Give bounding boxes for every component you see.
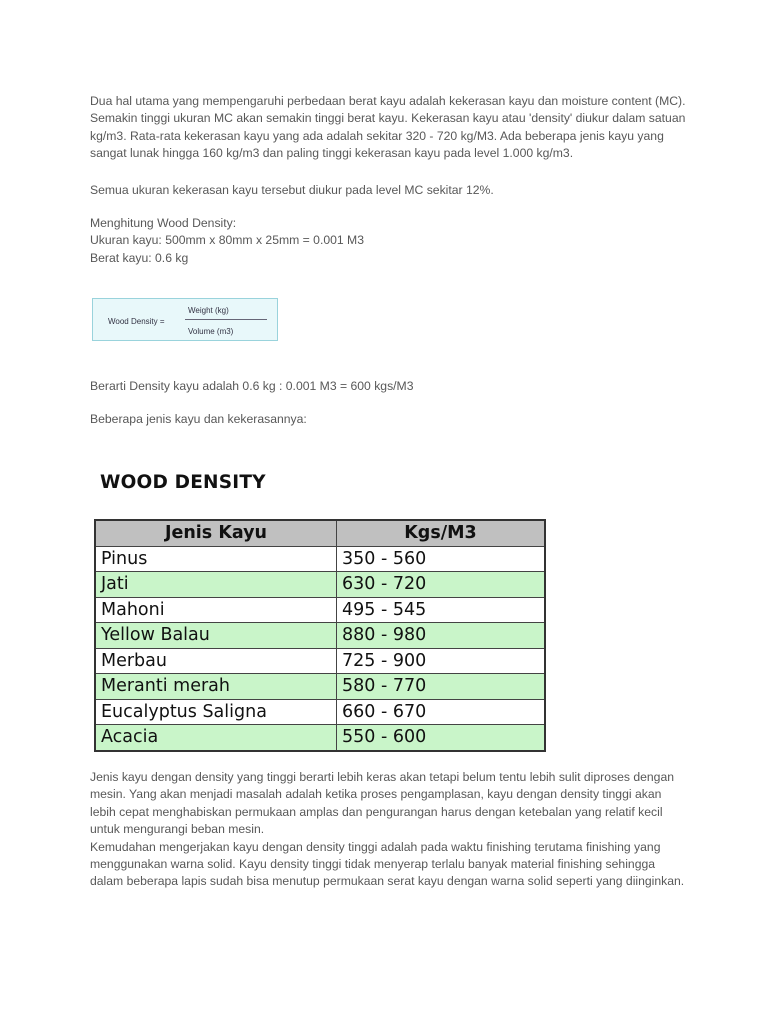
table-title: WOOD DENSITY: [100, 472, 266, 493]
closing-paragraph-1: Jenis kayu dengan density yang tinggi berarti lebih keras akan tetapi belum tentu lebih sulit diproses dengan mesin. Yang akan menjadi masalah adalah ketika proses pengamplasan, kayu dengan density tinggi akan lebih cepat menghabiskan permukaan amplas dan pengurangan harus dengan ketebalan yang relatif kecil untuk mengurangi beban mesin.: [90, 770, 675, 837]
formula-numerator: Weight (kg): [188, 306, 229, 315]
calc-heading: Menghitung Wood Density:: [90, 216, 237, 231]
header-jenis-kayu: Jenis Kayu: [95, 520, 337, 546]
list-intro: Beberapa jenis kayu dan kekerasannya:: [90, 412, 307, 426]
wood-name: Jati: [95, 572, 337, 598]
wood-name: Pinus: [95, 546, 337, 572]
formula-denominator: Volume (m3): [188, 327, 234, 336]
wood-name: Mahoni: [95, 597, 337, 623]
wood-name: Meranti merah: [95, 674, 337, 700]
wood-density-value: 350 - 560: [337, 546, 546, 572]
calc-size: Ukuran kayu: 500mm x 80mm x 25mm = 0.001 M3: [90, 233, 364, 248]
table-row: [95, 597, 545, 623]
formula-lhs: Wood Density =: [108, 317, 165, 326]
density-result: Berarti Density kayu adalah 0.6 kg : 0.001 M3 = 600 kgs/M3: [90, 379, 414, 393]
table-row: [95, 623, 545, 649]
table-row: [95, 674, 545, 700]
table-row: [95, 648, 545, 674]
table-row: [95, 699, 545, 725]
closing-section: [90, 769, 690, 891]
wood-density-table: [94, 519, 546, 752]
wood-density-value: 550 - 600: [337, 725, 546, 751]
mc-note: Semua ukuran kekerasan kayu tersebut diukur pada level MC sekitar 12%.: [90, 182, 494, 197]
table-header-row: [95, 520, 545, 546]
wood-name: Yellow Balau: [95, 623, 337, 649]
calc-weight: Berat kayu: 0.6 kg: [90, 250, 189, 265]
table-row: [95, 546, 545, 572]
density-formula-image: [92, 298, 278, 341]
wood-density-value: 880 - 980: [337, 623, 546, 649]
wood-density-value: 495 - 545: [337, 597, 546, 623]
wood-density-value: 725 - 900: [337, 648, 546, 674]
wood-density-value: 580 - 770: [337, 674, 546, 700]
intro-section: [90, 93, 690, 267]
intro-paragraph: Dua hal utama yang mempengaruhi perbedaan berat kayu adalah kekerasan kayu dan moisture content (MC). Semakin tinggi ukuran MC akan semakin tinggi berat kayu. Kekerasan kayu atau 'density' diukur dalam satuan kg/m3. Rata-rata kekerasan kayu yang ada adalah sekitar 320 - 720 kg/M3. Ada beberapa jenis kayu yang sangat lunak hingga 160 kg/m3 dan paling tinggi kekerasan kayu pada level 1.000 kg/m3.: [90, 94, 686, 161]
table-row: [95, 572, 545, 598]
wood-name: Eucalyptus Saligna: [95, 699, 337, 725]
wood-name: Merbau: [95, 648, 337, 674]
wood-name: Acacia: [95, 725, 337, 751]
table-row: [95, 725, 545, 751]
header-kgs-m3: Kgs/M3: [337, 520, 546, 546]
wood-density-value: 660 - 670: [337, 699, 546, 725]
closing-paragraph-2: Kemudahan mengerjakan kayu dengan density tinggi adalah pada waktu finishing terutama finishing yang menggunakan warna solid. Kayu density tinggi tidak menyerap terlalu banyak material finishing sehingga dalam beberapa lapis sudah bisa menutup permukaan serat kayu dengan warna solid seperti yang diinginkan.: [90, 839, 685, 889]
wood-density-value: 630 - 720: [337, 572, 546, 598]
fraction-bar: [185, 319, 267, 320]
